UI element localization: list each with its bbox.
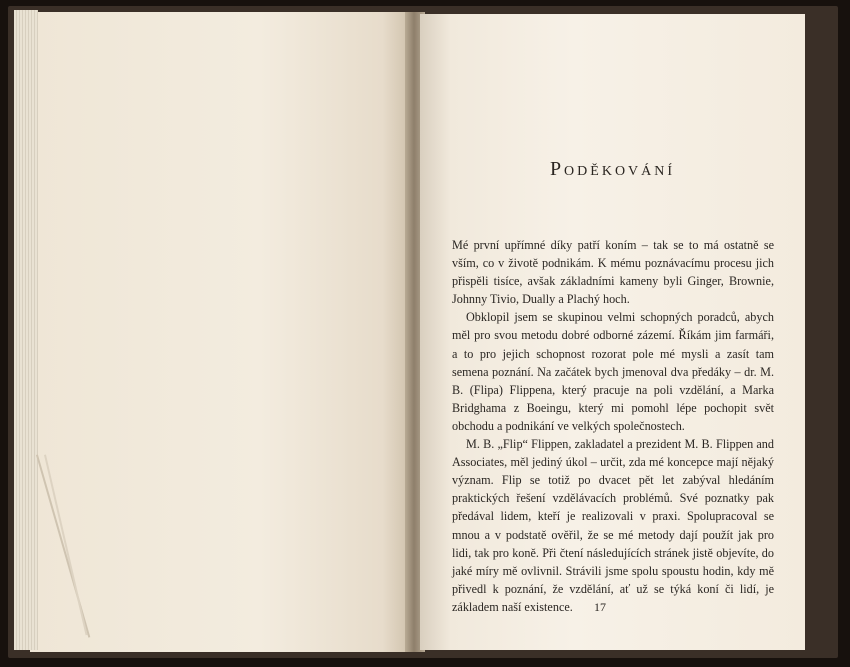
left-page: [30, 12, 413, 652]
page-stack-edge: [14, 10, 38, 650]
paragraph: M. B. „Flip“ Flippen, zakladatel a prezident M. B. Flippen and Associates, měl jediný úkol – určit, zda mé koncepce mají nějaký význam. Flip se totiž po dvacet pět let zabýval hledáním praktických řešení vzdělávacích problémů. Své poznatky pak předával lidem, kteří je realizovali v praxi. Spolupracoval se mnou a v podstatě ověřil, že se mé metody dají použít jak pro lidi, tak pro koně. Při čtení následujících stránek jistě objevíte, do jaké míry mě ovlivnil. Strávili jsme spolu spoustu hodin, kdy mě přivedl k poznání, že vzdělání, ať už se týká koní či lidí, je základem naší existence.: [452, 437, 774, 614]
body-text: [452, 236, 774, 616]
paragraph: Obklopil jsem se skupinou velmi schopných poradců, abych měl pro svou metodu dobré odborné zázemí. Říkám jim farmáři, a to pro jejich schopnost rozorat pole mé mysli a zasít tam semena poznání. Na začátek bych jmenoval dva předáky – dr. M. B. (Flipa) Flippena, který pracuje na poli vzdělání, a Marka Bridghama z Boeingu, který mi pomohl lépe pochopit svět obchodu a podnikání ve velkých společnostech.: [452, 310, 774, 433]
page-number: 17: [594, 600, 606, 614]
chapter-title: Poděkování: [549, 158, 676, 180]
paragraph: Mé první upřímné díky patří koním – tak se to má ostatně se vším, co v životě podnikám. K mému poznávacímu procesu jich přispěli tisíce, avšak základními kameny byli Ginger, Brownie, Johnny Tivio, Dually a Plachý hoch.: [452, 238, 774, 307]
